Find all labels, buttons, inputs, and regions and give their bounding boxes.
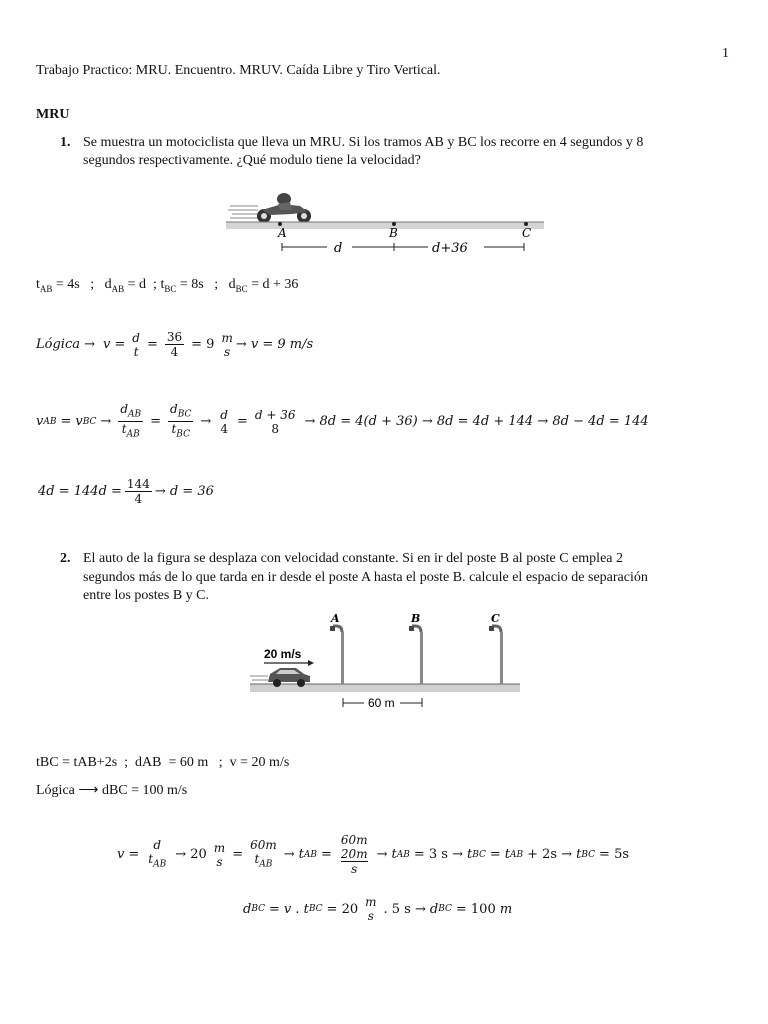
post-c [489,626,503,684]
problem-2-text-line2: segundos más de lo que tarda en ir desde el poste A hasta el poste B. calcule el espacio de separación [83,570,648,585]
post-a-label: A [331,612,340,625]
problem-1-data: $t_{AB} = 4s$ ; $d_{AB} = d$ ; $t_{BC} = 8s$ ; $d_{BC} = d + 36$ [36,277,299,294]
equation-distance-bc: d BC = v . t BC = 20 m s . 5 s → d BC = 100 m [243,895,513,923]
document-title: Trabajo Practico: MRU. Encuentro. MRUV. Caída Libre y Tiro Vertical. [36,63,441,78]
point-c-label: C [522,226,532,240]
car-posts-figure [246,610,526,714]
distance-d-label: d [334,241,343,256]
problem-2-data: tBC = tAB+2s ; dAB = 60 m ; v = 20 m/s [36,755,290,770]
post-b [409,626,423,684]
post-c-label: C [491,612,500,625]
problem-2-number: 2. [60,551,71,566]
problem-1-number: 1. [60,135,71,150]
problem-2-text-line3: entre los postes B y C. [83,588,209,603]
equation-result-d: 4d = 144d = $\frac{144}{4}$ → d = 36 [38,477,214,506]
equation-time-calc: v = d $t_{AB}$ → 20 m s = 60m $t_{AB}$ → t AB = 60m 20m s → t AB = 3 s → t BC = t AB + 2s → t BC = 5s [117,833,630,876]
distance-d36-label: d+36 [432,241,468,256]
problem-1-text-line1: Se muestra un motociclista que lleva un MRU. Si los tramos AB y BC los recorre en 4 segundos y 8 [83,135,644,150]
problem-1-text-line2: segundos respectivamente. ¿Qué modulo tiene la velocidad? [83,153,421,168]
point-b-label: B [389,226,398,240]
motorcycle-figure [222,188,552,260]
post-a [330,626,344,684]
speed-label: 20 m/s [264,647,302,661]
equation-velocity-equality: v AB = v BC → $\frac{d_{AB}}{t_{AB}}$ = $\frac{d_{BC}}{t_{BC}}$ → d 4 = d + 36 8 → 8d = 4(d + 36) → 8d = 4d + 144 → 8d − 4d = 144 [36,402,649,440]
section-heading: MRU [36,107,70,122]
distance-label: 60 m [368,696,395,710]
problem-2-text-line1: El auto de la figura se desplaza con velocidad constante. Si en ir del poste B al poste C emplea 2 [83,551,623,566]
post-b-label: B [411,612,421,625]
problem-2-logica: Lógica ⟶ dBC = 100 m/s [36,783,188,798]
point-a-label: A [278,226,287,240]
equation-logica-1: Lógica → v = d t = $\frac{36}{4}$ = 9 m s → v = 9 m/s [36,330,314,359]
motorcycle-icon [257,193,311,223]
page-number: 1 [722,46,729,61]
